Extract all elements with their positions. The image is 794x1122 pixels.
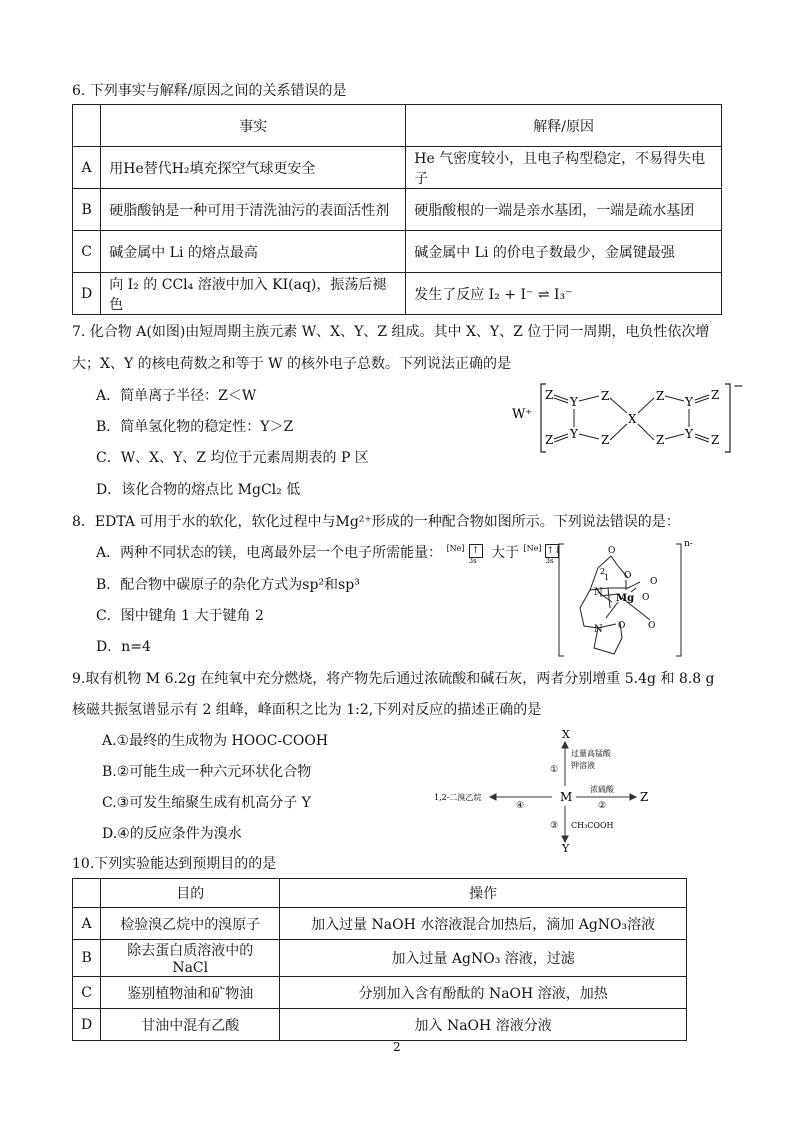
node-z: Z (640, 790, 649, 804)
orbital-diagram-1 (446, 544, 487, 565)
q6-stem: 6. 下列事实与解释/原因之间的关系错误的是 (72, 83, 347, 99)
q10-row-op: 加入 NaOH 溶液分液 (280, 1009, 687, 1041)
reaction-3-label: CH₃COOH (571, 821, 614, 830)
atom-o: O (624, 571, 632, 581)
atom-y: Y (570, 395, 578, 409)
q8-option-a (96, 542, 563, 565)
q6-row-fact: 碱金属中 Li 的熔点最高 (101, 231, 406, 273)
q10-row-label: C (73, 977, 101, 1009)
atom-y: Y (685, 395, 693, 409)
q10-row-goal: 甘油中混有乙酸 (101, 1009, 280, 1041)
reaction-4-num: ④ (516, 801, 525, 811)
q10-row-label: A (73, 908, 101, 940)
q6-header-blank (73, 105, 101, 147)
q10-row-op: 加入过量 AgNO₃ 溶液，过滤 (280, 940, 687, 977)
q7-cation: W⁺ (512, 407, 533, 422)
q10-table (72, 878, 687, 1041)
q9-reaction-diagram (420, 724, 660, 856)
q7-charge: − (733, 379, 744, 394)
q8-option-a-text: A．两种不同状态的镁，电离最外层一个电子所需能量： (96, 545, 443, 561)
q8-option-c: C．图中键角 1 大于键角 2 (96, 608, 264, 624)
q6-row-fact: 向 I₂ 的 CCl₄ 溶液中加入 KI(aq)，振荡后褪色 (101, 273, 406, 315)
reaction-1-label: 过量高锰酸 (571, 749, 611, 758)
reaction-2-label: 浓硫酸 (590, 785, 614, 794)
right-bracket (725, 384, 730, 452)
right-bracket (676, 544, 681, 656)
q6-row-fact: 硬脂酸钠是一种可用于清洗油污的表面活性剂 (101, 189, 406, 231)
q7-option-b: B．简单氢化物的稳定性：Y＞Z (96, 419, 294, 435)
orbital-box: ↑↓ (546, 546, 562, 556)
q9-option-b: B.②可能生成一种六元环状化合物 (102, 764, 312, 780)
atom-o: O (650, 577, 658, 587)
q6-row-reason: 碱金属中 Li 的价电子数最少，金属键最强 (406, 231, 722, 273)
q8-option-a-mid: 大于 (491, 545, 520, 561)
q6-row-label: D (73, 273, 101, 315)
q6-row-reason: 发生了反应 I₂ + I⁻ ⇌ I₃⁻ (406, 273, 722, 315)
orbital-core: [Ne] (446, 544, 465, 553)
q8-option-b: B．配合物中碳原子的杂化方式为sp²和sp³ (96, 577, 360, 593)
reaction-2-num: ② (598, 801, 607, 811)
q6-row-label: B (73, 189, 101, 231)
q10-row-label: D (73, 1009, 101, 1041)
angle-label-2: 2 (600, 567, 606, 576)
q7-option-d: D．该化合物的熔点比 MgCl₂ 低 (96, 482, 301, 498)
atom-z: Z (656, 389, 665, 403)
q9-option-c: C.③可发生缩聚生成有机高分子 Y (102, 795, 311, 811)
q6-header-fact: 事实 (101, 105, 406, 147)
atom-z: Z (545, 388, 554, 402)
orbital-core: [Ne] (523, 544, 542, 553)
q9-option-a: A.①最终的生成物为 HOOC-COOH (102, 733, 329, 749)
q9-stem-line1: 9.取有机物 M 6.2g 在纯氧中充分燃烧，将产物先后通过浓硫酸和碱石灰，两者分别增重 5.4g 和 8.8 g (72, 671, 715, 687)
q6-row-reason: He 气密度较小，且电子构型稳定，不易得失电子 (406, 147, 722, 189)
q10-row-op: 分别加入含有酚酞的 NaOH 溶液，加热 (280, 977, 687, 1009)
edta-bonds (580, 556, 650, 654)
atom-z: Z (601, 389, 610, 403)
q6-row-label: C (73, 231, 101, 273)
q7-stem-line2: 大；X、Y 的核电荷数之和等于 W 的核外电子总数。下列说法正确的是 (72, 356, 511, 372)
node-x: X (562, 728, 570, 741)
q8-option-d: D．n=4 (96, 639, 151, 655)
orbital-box: ↑ (469, 544, 483, 558)
atom-z: Z (656, 433, 665, 447)
orbital-sub: 3s (545, 557, 554, 565)
atom-o: O (642, 593, 650, 603)
q6-header-reason: 解释/原因 (406, 105, 722, 147)
q10-row-op: 加入过量 NaOH 水溶液混合加热后，滴加 AgNO₃溶液 (280, 908, 687, 940)
atom-z: Z (711, 433, 720, 447)
q8-stem: 8．EDTA 可用于水的软化，软化过程中与Mg²⁺形成的一种配合物如图所示。下列说法错误的是： (72, 514, 680, 530)
page-number: 2 (393, 1040, 401, 1054)
atom-o: O (648, 621, 656, 631)
reaction-1-num: ① (550, 765, 559, 775)
reaction-3-num: ③ (550, 821, 559, 831)
left-bracket (559, 544, 564, 656)
q7-option-a: A．简单离子半径：Z＜W (96, 388, 257, 404)
orbital-sub: 3s (468, 557, 477, 565)
q7-option-c: C．W、X、Y、Z 均位于元素周期表的 P 区 (96, 450, 369, 466)
atom-y: Y (685, 427, 693, 441)
metal-mg: Mg (616, 593, 635, 604)
q10-header-op: 操作 (280, 879, 687, 908)
q6-table (72, 104, 722, 315)
node-m: M (560, 790, 573, 804)
q9-option-d: D.④的反应条件为溴水 (102, 826, 242, 842)
q10-row-goal: 鉴别植物油和矿物油 (101, 977, 280, 1009)
reaction-1-label: 钾溶液 (571, 761, 595, 770)
atom-z: Z (545, 433, 554, 447)
angle-label-1: 1 (604, 573, 610, 582)
atom-o: O (608, 546, 616, 556)
q6-row-label: A (73, 147, 101, 189)
atom-n: N (594, 587, 603, 598)
q7-structure-figure (508, 378, 748, 458)
q8-charge: n- (684, 539, 693, 549)
atom-n: N (594, 624, 603, 635)
q9-stem-line2: 核磁共振氢谱显示有 2 组峰，峰面积之比为 1:2,下列对反应的描述正确的是 (72, 702, 542, 718)
q10-row-goal: 除去蛋白质溶液中的 NaCl (101, 940, 280, 977)
q6-row-reason: 硬脂酸根的一端是亲水基团，一端是疏水基团 (406, 189, 722, 231)
atom-o: O (618, 621, 626, 631)
q8-edta-complex-figure (556, 538, 706, 660)
atom-x: X (628, 412, 637, 426)
q10-row-goal: 检验溴乙烷中的溴原子 (101, 908, 280, 940)
q10-row-label: B (73, 940, 101, 977)
atom-z: Z (711, 388, 720, 402)
atom-z: Z (601, 433, 610, 447)
q7-stem-line1: 7. 化合物 A(如图)由短周期主族元素 W、X、Y、Z 组成。其中 X、Y、Z 位于同一周期，电负性依次增 (72, 324, 710, 340)
q10-header-goal: 目的 (101, 879, 280, 908)
q10-header-blank (73, 879, 101, 908)
node-y: Y (562, 842, 570, 855)
node-dibromoethane: 1,2-二溴乙烷 (434, 793, 482, 802)
q6-row-fact: 用He替代H₂填充探空气球更安全 (101, 147, 406, 189)
atom-y: Y (570, 427, 578, 441)
q10-stem: 10.下列实验能达到预期目的的是 (72, 856, 277, 872)
